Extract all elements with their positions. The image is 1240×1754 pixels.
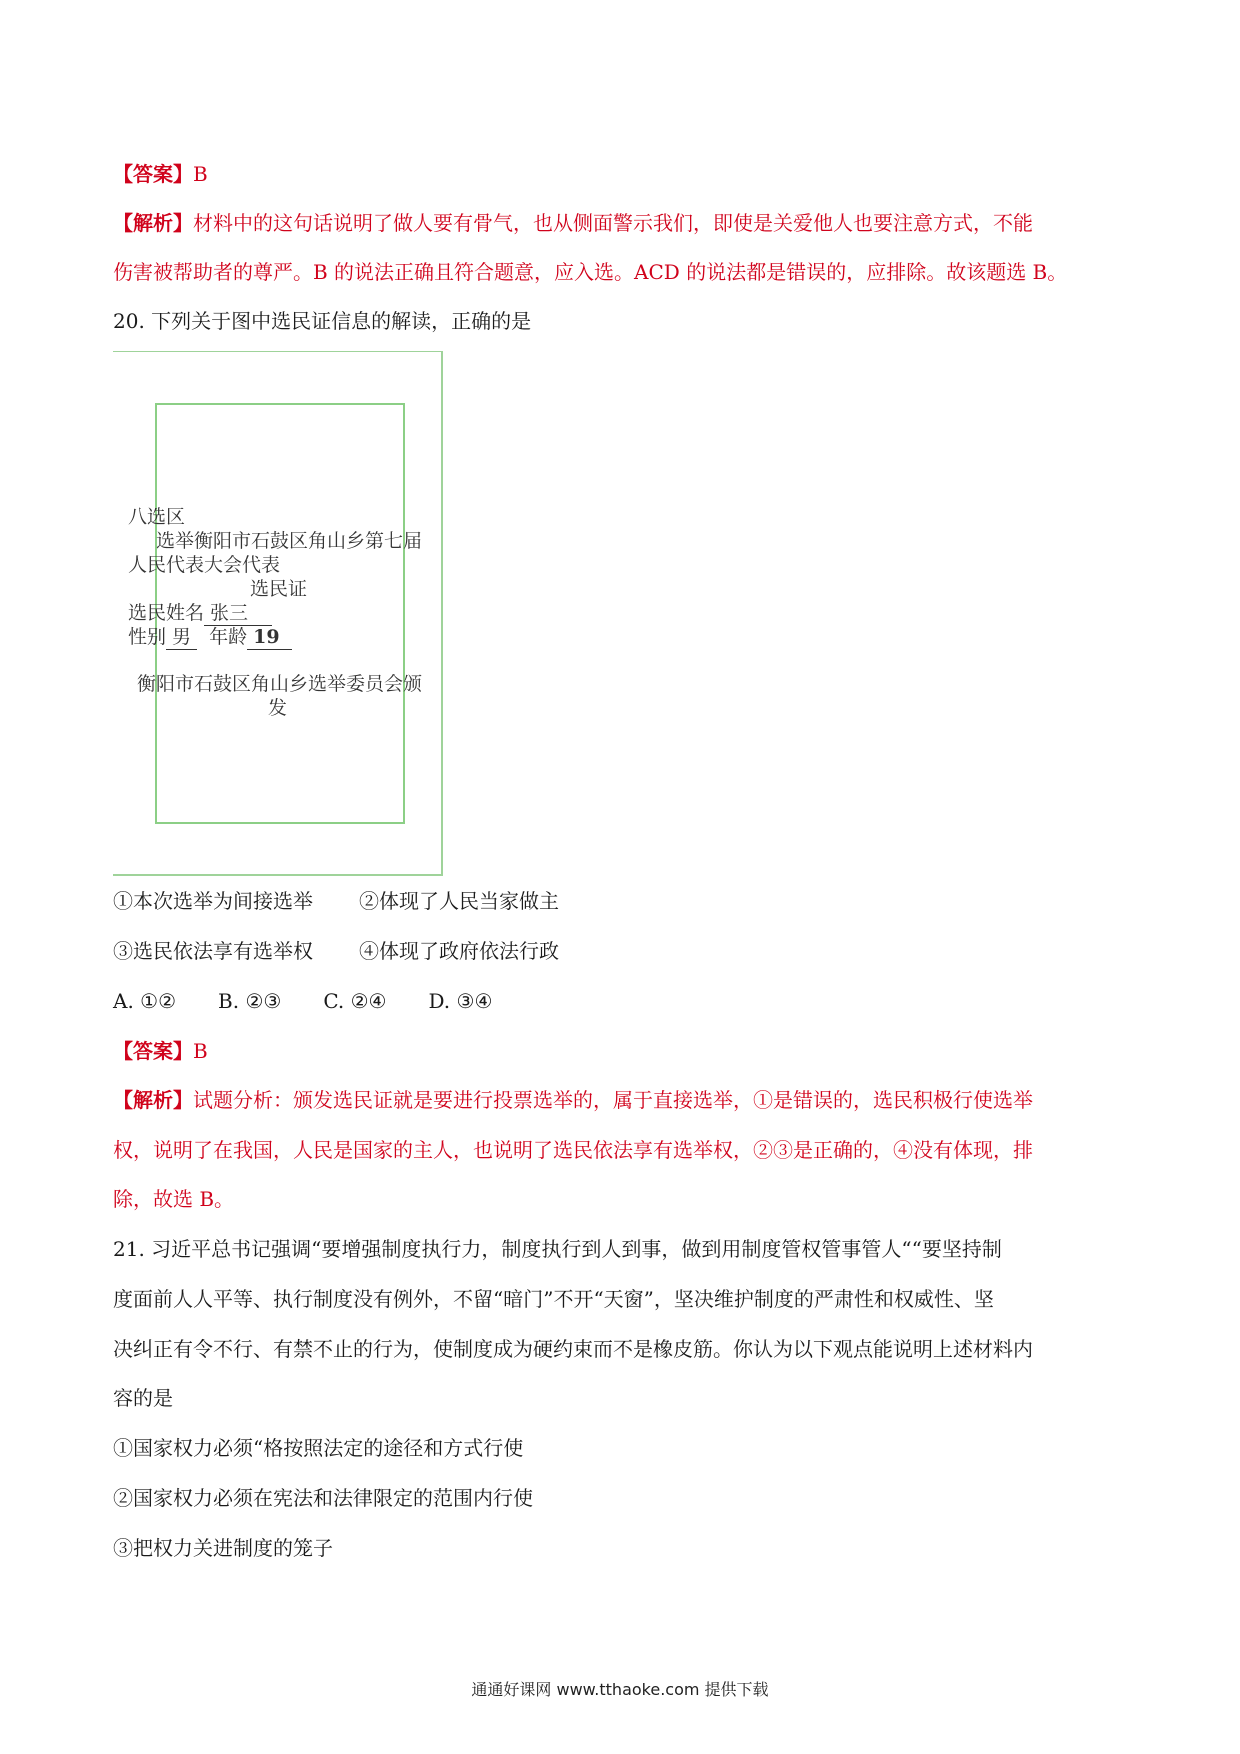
card-age-label: 年龄 [209,626,248,648]
card-title-line3: 选民证 [250,578,308,600]
q20-stem: 20. 下列关于图中选民证信息的解读，正确的是 [113,309,532,333]
q20-option-3: ③选民依法享有选举权 [113,939,313,963]
analysis-text: 试题分析：颁发选民证就是要进行投票选举的，属于直接选举，①是错误的，选民积极行使选举 [193,1088,1033,1112]
q20-options-row1 [113,887,559,915]
q20-option-1: ①本次选举为间接选举 [113,889,313,913]
analysis-tag: 【解析】 [113,1088,193,1112]
analysis-text: 材料中的这句话说明了做人要有骨气，也从侧面警示我们，即使是关爱他人也要注意方式，不能 [193,211,1033,235]
answer-value: B [193,1039,208,1063]
card-name-value: 张三 [204,601,272,626]
choice-a: A. ①② [113,989,177,1013]
card-title-line1: 选举衡阳市石鼓区角山乡第七届 [156,530,423,552]
answer-tag: 【答案】 [113,162,193,186]
q20-answer [113,1037,208,1065]
answer-value: B [193,162,208,186]
card-name-label: 选民姓名 [128,602,205,624]
analysis-tag: 【解析】 [113,211,193,235]
card-district: 八选区 [128,506,186,528]
choice-b: B. ②③ [218,989,282,1013]
q20-analysis-line3: 除，故选 B。 [113,1187,235,1211]
q21-stem-line2: 度面前人人平等、执行制度没有例外，不留“暗门”不开“天窗”，坚决维护制度的严肃性和权威性、坚 [113,1287,994,1311]
card-title-line2: 人民代表大会代表 [128,554,281,576]
card-age-value: 19 [247,625,291,650]
card-gender-value: 男 [166,625,197,650]
q21-stem-line3: 决纠正有令不行、有禁不止的行为，使制度成为硬约束而不是橡皮筋。你认为以下观点能说明上述材料内 [113,1337,1033,1361]
q21-option-3: ③把权力关进制度的笼子 [113,1536,333,1560]
q20-choices [113,987,492,1015]
choice-d: D. ③④ [428,989,493,1013]
q20-option-2: ②体现了人民当家做主 [359,889,559,913]
choice-c: C. ②④ [323,989,387,1013]
q20-analysis-line2: 权，说明了在我国，人民是国家的主人，也说明了选民依法享有选举权，②③是正确的，④没有体现，排 [113,1138,1033,1162]
card-gender-age-row [128,625,292,650]
q20-analysis-line1 [113,1086,1033,1114]
card-issuer-line1: 衡阳市石鼓区角山乡选举委员会颁 [137,673,423,695]
q19-analysis-line1 [113,209,1033,237]
q21-option-2: ②国家权力必须在宪法和法律限定的范围内行使 [113,1486,533,1510]
q21-stem-line4: 容的是 [113,1386,173,1410]
q20-option-4: ④体现了政府依法行政 [359,939,559,963]
answer-tag: 【答案】 [113,1039,193,1063]
page-footer: 通通好课网 www.tthaoke.com 提供下载 [471,1680,769,1699]
q19-analysis-line2: 伤害被帮助者的尊严。B 的说法正确且符合题意，应入选。ACD 的说法都是错误的，应排除。故该题选 B。 [113,260,1068,284]
card-name-row [128,601,272,626]
q21-option-1: ①国家权力必须“格按照法定的途径和方式行使 [113,1436,524,1460]
q19-answer [113,160,208,188]
q20-options-row2 [113,937,559,965]
card-gender-label: 性别 [128,626,167,648]
q21-stem-line1: 21. 习近平总书记强调“要增强制度执行力，制度执行到人到事，做到用制度管权管事管人““要坚持制 [113,1237,1002,1261]
card-issuer-line2: 发 [268,697,288,719]
